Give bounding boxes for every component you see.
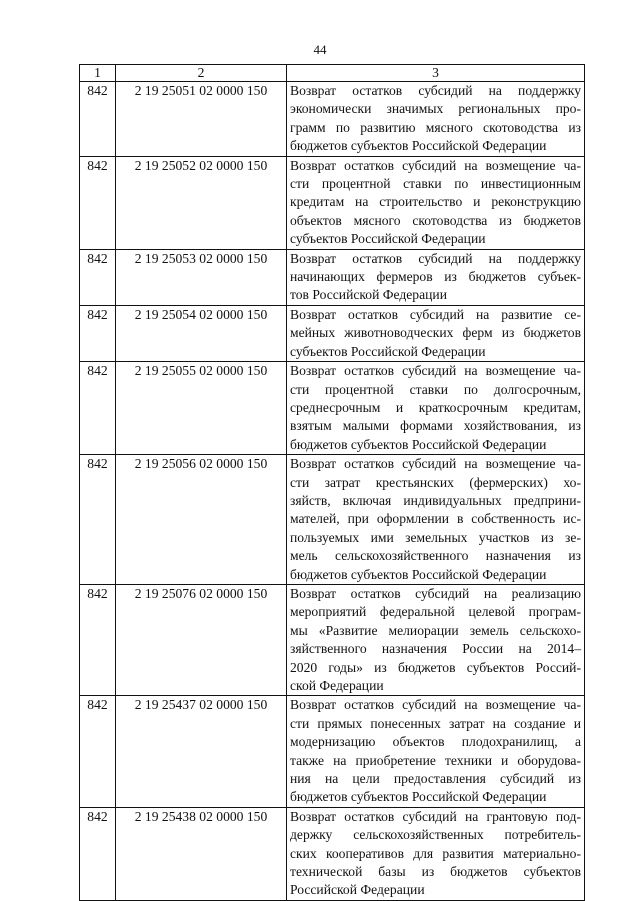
description-line: Возврат остатков субсидий на развитие се- bbox=[290, 306, 581, 322]
description-line: ния на цели предоставления субсидий из bbox=[290, 771, 581, 787]
description-line: взятым малыми формами хозяйствования, из bbox=[290, 418, 581, 434]
description-line: начинающих фермеров из бюджетов субъек- bbox=[290, 269, 581, 285]
description-line: среднесрочным и краткосрочным кредитам, bbox=[290, 399, 581, 415]
description-line: субъектов Российской Федерации bbox=[290, 343, 486, 359]
description-cell bbox=[287, 305, 585, 361]
admin-code-cell: 842 bbox=[80, 156, 116, 249]
description-line: Возврат остатков субсидий на возмещение ча- bbox=[290, 697, 581, 713]
description-line: Возврат остатков субсидий на возмещение ча- bbox=[290, 456, 581, 472]
description-line: мейных животноводческих ферм из бюджетов bbox=[290, 325, 581, 341]
description-line: Возврат остатков субсидий на поддержку bbox=[290, 83, 581, 98]
page-number: 44 bbox=[313, 42, 327, 57]
kbk-code-cell: 2 19 25052 02 0000 150 bbox=[116, 156, 287, 249]
column-header-1: 1 bbox=[80, 65, 116, 82]
description-line: Возврат остатков субсидий на реализацию bbox=[290, 585, 581, 601]
description-line: пользуемых ими земельных участков из зе- bbox=[290, 529, 581, 545]
description-line: ской Федерации bbox=[290, 678, 384, 693]
admin-code-cell: 842 bbox=[80, 696, 116, 807]
description-line: объектов мясного скотоводства из бюджетов bbox=[290, 212, 581, 228]
kbk-code-cell: 2 19 25051 02 0000 150 bbox=[116, 82, 287, 157]
description-cell bbox=[287, 82, 585, 157]
kbk-code-cell: 2 19 25056 02 0000 150 bbox=[116, 455, 287, 585]
description-line: бюджетов субъектов Российской Федерации bbox=[290, 566, 547, 582]
kbk-code-cell: 2 19 25055 02 0000 150 bbox=[116, 362, 287, 455]
description-cell bbox=[287, 455, 585, 585]
admin-code-cell: 842 bbox=[80, 82, 116, 157]
description-cell bbox=[287, 362, 585, 455]
description-line: мель сельскохозяйственного назначения из bbox=[290, 548, 581, 564]
description-line: грамм по развитию мясного скотоводства из bbox=[290, 119, 581, 135]
description-line: технической базы из бюджетов субъектов bbox=[290, 864, 581, 880]
description-cell bbox=[287, 584, 585, 695]
table-row bbox=[80, 696, 585, 807]
admin-code-cell: 842 bbox=[80, 249, 116, 305]
description-line: ских кооперативов для развития материально- bbox=[290, 845, 581, 861]
description-line: бюджетов субъектов Российской Федерации bbox=[290, 138, 547, 154]
description-line: Возврат остатков субсидий на грантовую под- bbox=[290, 808, 581, 824]
description-line: тов Российской Федерации bbox=[290, 287, 447, 303]
description-line: бюджетов субъектов Российской Федерации bbox=[290, 436, 547, 452]
description-line: сти прямых понесенных затрат на создание и bbox=[290, 715, 581, 731]
kbk-code-cell: 2 19 25054 02 0000 150 bbox=[116, 305, 287, 361]
table-row bbox=[80, 584, 585, 695]
admin-code-cell: 842 bbox=[80, 584, 116, 695]
admin-code-cell: 842 bbox=[80, 807, 116, 900]
kbk-code-cell: 2 19 25438 02 0000 150 bbox=[116, 807, 287, 900]
description-line: кредитам на строительство и реконструкцию bbox=[290, 194, 581, 210]
table-header-row bbox=[80, 65, 585, 82]
table-row bbox=[80, 455, 585, 585]
description-line: экономически значимых региональных про- bbox=[290, 101, 581, 117]
table-row bbox=[80, 249, 585, 305]
column-header-3: 3 bbox=[287, 65, 585, 82]
admin-code-cell: 842 bbox=[80, 455, 116, 585]
description-line: Возврат остатков субсидий на возмещение ча- bbox=[290, 363, 581, 379]
description-line: мероприятий федеральной целевой програм- bbox=[290, 604, 581, 620]
description-line: модернизацию объектов плодохранилищ, а bbox=[290, 734, 581, 750]
description-line: Российской Федерации bbox=[290, 882, 425, 898]
kbk-code-cell: 2 19 25076 02 0000 150 bbox=[116, 584, 287, 695]
description-line: сти процентной ставки по долгосрочным, bbox=[290, 381, 581, 397]
kbk-code-cell: 2 19 25053 02 0000 150 bbox=[116, 249, 287, 305]
table-row bbox=[80, 305, 585, 361]
column-header-2: 2 bbox=[116, 65, 287, 82]
description-cell bbox=[287, 696, 585, 807]
description-cell bbox=[287, 249, 585, 305]
table-body bbox=[80, 82, 585, 901]
description-line: субъектов Российской Федерации bbox=[290, 231, 486, 247]
table-row bbox=[80, 156, 585, 249]
description-cell bbox=[287, 156, 585, 249]
description-line: сти процентной ставки по инвестиционным bbox=[290, 176, 581, 192]
admin-code-cell: 842 bbox=[80, 362, 116, 455]
description-line: сти затрат крестьянских (фермерских) хо- bbox=[290, 474, 581, 490]
description-line: Возврат остатков субсидий на возмещение ча- bbox=[290, 157, 581, 173]
table-row bbox=[80, 807, 585, 900]
admin-code-cell: 842 bbox=[80, 305, 116, 361]
budget-classification-table bbox=[79, 64, 585, 901]
description-line: бюджетов субъектов Российской Федерации bbox=[290, 789, 547, 805]
description-line: зяйственного назначения России на 2014– bbox=[290, 641, 581, 657]
description-cell bbox=[287, 807, 585, 900]
description-line: держку сельскохозяйственных потребитель- bbox=[290, 827, 581, 843]
table-row bbox=[80, 362, 585, 455]
description-line: мы «Развитие мелиорации земель сельскохо- bbox=[290, 622, 581, 638]
description-line: Возврат остатков субсидий на поддержку bbox=[290, 250, 581, 266]
description-line: зяйств, включая индивидуальных предприни- bbox=[290, 492, 581, 508]
description-line: 2020 годы» из бюджетов субъектов Россий- bbox=[290, 659, 581, 675]
kbk-code-cell: 2 19 25437 02 0000 150 bbox=[116, 696, 287, 807]
description-line: также на приобретение техники и оборудова- bbox=[290, 752, 581, 768]
description-line: мателей, при оформлении в собственность ис- bbox=[290, 511, 581, 527]
table-row bbox=[80, 82, 585, 157]
